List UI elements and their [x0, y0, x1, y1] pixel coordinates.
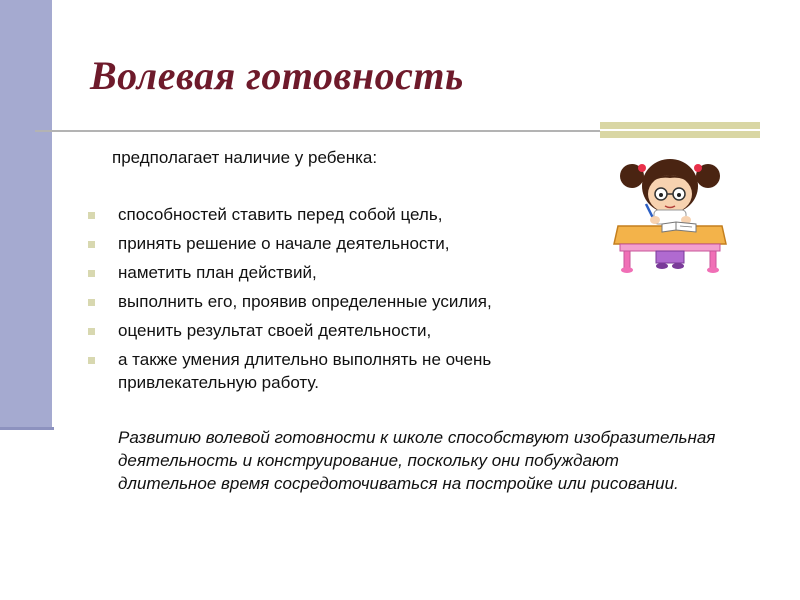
bullet-text: выполнить его, проявив определенные усилия,	[118, 292, 492, 311]
bullet-text: наметить план действий,	[118, 263, 317, 282]
bullet-item	[86, 261, 626, 284]
square-bullet-icon	[88, 212, 95, 219]
intro-text: предполагает наличие у ребенка:	[112, 148, 378, 167]
square-bullet-icon	[88, 328, 95, 335]
bullet-item	[86, 203, 626, 226]
bullet-text: оценить результат своей деятельности,	[118, 321, 432, 340]
square-bullet-icon	[88, 357, 95, 364]
square-bullet-icon	[88, 299, 95, 306]
bullet-list	[86, 203, 626, 400]
square-bullet-icon	[88, 270, 95, 277]
bullet-item	[86, 290, 626, 313]
divider-accent-line	[600, 129, 760, 131]
side-decor-bar	[0, 0, 52, 427]
bullet-text: а также умения длительно выполнять не очень привлекательную работу.	[118, 350, 492, 392]
girl-studying-at-desk-illustration	[610, 150, 730, 275]
slide-title: Волевая готовность	[90, 53, 464, 98]
bullet-text: принять решение о начале деятельности,	[118, 234, 450, 253]
conclusion-text: Развитию волевой готовности к школе способствуют изобразительная деятельность и конструирование, поскольку они побуждают длительное время сосредоточиваться на постройке или рисовании.	[118, 428, 716, 493]
bullet-item	[86, 319, 626, 342]
square-bullet-icon	[88, 241, 95, 248]
bullet-text: способностей ставить перед собой цель,	[118, 205, 443, 224]
bullet-item	[86, 348, 626, 394]
side-decor-bar-shadow	[0, 427, 54, 430]
bullet-item	[86, 232, 626, 255]
